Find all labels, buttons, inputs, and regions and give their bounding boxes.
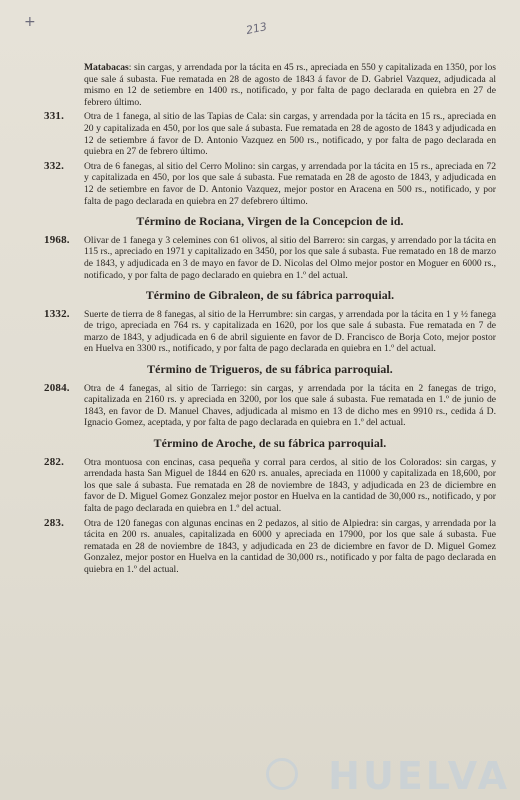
entries-group-a (44, 111, 496, 207)
property-entry (44, 161, 496, 207)
continued-entry (44, 62, 496, 108)
entry-number: 283. (44, 516, 65, 529)
entry-lead: Matabacas (84, 62, 129, 73)
archive-watermark: HUELVA (328, 754, 510, 798)
document-body (44, 62, 496, 579)
property-entry (44, 383, 496, 429)
entry-text: : sin cargas, y arrendada por la tácita en 45 rs., apreciada en 550 y capitalizada en 1350, por los que sale á subasta. Fue rematada en 28 de agosto de 1843 á favor de D. Gabriel Vazquez, adjudicada al mismo en 12 de setiembre en 1400 rs., notificado, y por falta de pago declarada en quiebra en 27 de febrero último. (84, 62, 496, 108)
handwritten-folio-number: 213 (244, 19, 269, 38)
property-entry (44, 309, 496, 355)
entry-text: Suerte de tierra de 8 fanegas, al sitio de la Herrumbre: sin cargas, y arrendada por la tácita en 1 y ½ fanega de trigo, apreciada en 764 rs. y capitalizada en 1620, por los que sale á subasta. Fue rematada en 7 de marzo de 1843, y adjudicada en 6 de abril siguiente en favor de D. Francisco de Borja Coto, mejor postor en Huelva en 3300 rs., notificado, y por falta de pago declarada en quiebra en 1.º del actual. (84, 308, 496, 355)
property-entry (44, 518, 496, 576)
handwritten-plus-mark: + (24, 14, 36, 30)
entry-number: 282. (44, 455, 65, 468)
section-heading-aroche: Término de Aroche, de su fábrica parroquial. (153, 436, 387, 451)
property-entry (44, 111, 496, 157)
section-heading-gibraleon: Término de Gibraleon, de su fábrica parroquial. (145, 288, 395, 303)
entry-number: 331. (44, 110, 65, 123)
entry-number: 332. (44, 159, 65, 172)
entry-number: 1332. (44, 307, 70, 320)
entry-text: Otra montuosa con encinas, casa pequeña y corral para cerdos, al sitio de los Colorados: sin cargas, y arrendada hasta San Miguel de 1844 en 620 rs. anuales, apreciada en 11000 y capitalizada en 18,600, por los que sale á subasta. Fue rematada en 28 de noviembre de 1843, y adjudicada en 23 de diciembre en favor de D. Miguel Gomez Gonzalez mejor postor en Huelva en la cantidad de 30,000 rs., notificado, y por falta de pago declarada en quiebra en 1.º del actual. (84, 456, 496, 514)
entry-text: Otra de 1 fanega, al sitio de las Tapias de Cala: sin cargas, y arrendada por la tácita en 15 rs., apreciada en 20 y capitalizada en 450, por los que sale á subasta. Fue rematada en 28 de agosto de 1843 y adjudicada en 12 de setiembre á favor de D. Antonio Vazquez en 500 rs., notificado, y por falta de pago declarada en quiebra en 27 de febrero último. (84, 111, 496, 158)
section-heading-rociana: Término de Rociana, Virgen de la Concepcion de id. (136, 214, 404, 229)
property-entry (44, 235, 496, 281)
entry-number: 2084. (44, 381, 70, 394)
section-heading-trigueros: Término de Trigueros, de su fábrica parroquial. (147, 362, 393, 377)
entry-text: Otra de 6 fanegas, al sitio del Cerro Molino: sin cargas, y arrendada por la tácita en 15 rs., apreciada en 72 y capitalizada en 450, por los que sale á subasta. Fue rematada en 28 de agosto de 1843, y adjudicada en 12 de setiembre en favor de D. Antonio Vazquez, mejor postor en Aracena en 500 rs., notificado, y por falta de pago declarada en quiebra en 27 defebrero último. (84, 160, 496, 207)
entry-text: Otra de 4 fanegas, al sitio de Tarriego: sin cargas, y arrendada por la tácita en 2 fanegas de trigo, capitalizada en 2160 rs. y apreciada en 3200, por los que sale á subasta. Fue rematada en 1.º de junio de 1843, en favor de D. Manuel Chaves, adjudicada al mismo en 13 de dicho mes en 9910 rs., cedida á D. Ignacio Gomez, aceptada, y por falta de pago declarada en quiebra en 1.º del actual. (84, 382, 496, 429)
entry-text: Olivar de 1 fanega y 3 celemines con 61 olivos, al sitio del Barrero: sin cargas, y arrendado por la tácita en 115 rs., apreciado en 1971 y capitalizado en 3450, por los que sale á subasta. Fue rematado en 18 de marzo de 1843, y adjudicada en 3 de mayo en favor de D. Nicolas del Olmo mejor postor en Moguer en 6000 rs., notificado, y por falta de pago declarado en quiebra en 1.º del actual. (84, 234, 496, 281)
watermark-emblem-icon (266, 758, 298, 790)
property-entry (44, 457, 496, 515)
entry-number: 1968. (44, 233, 70, 246)
entry-text: Otra de 120 fanegas con algunas encinas en 2 pedazos, al sitio de Alpiedra: sin cargas, y arrendada por la tácita en 200 rs. anuales, capitalizada en 6000 y apreciada en 17900, por los que sale á subasta. Fue rematada en 28 de noviembre de 1843, y adjudicada en 23 de diciembre en favor de D. Miguel Gomez Gonzalez, mejor postor en Huelva en la cantidad de 30,000 rs., notificado y por falta de pago declarada en quiebra en 1.º del actual. (84, 517, 496, 575)
